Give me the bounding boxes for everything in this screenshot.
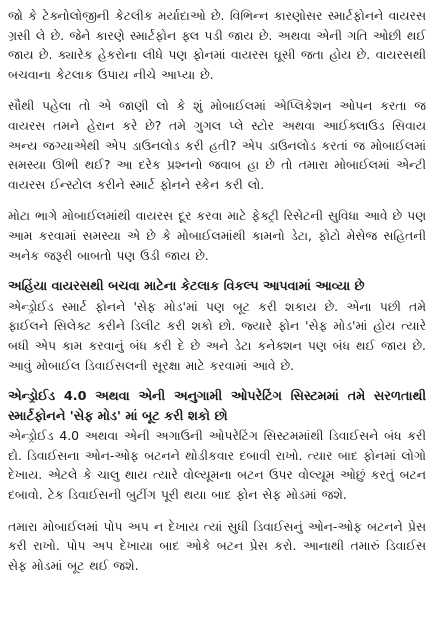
app-download-paragraph: સૌથી પહેલા તો એ જાણી લો કે શું મોબાઈલમાં એપ્લિકેશન ઓપન કરતા જ વાયરસ તમને હેરાન કરે છે? તમે ગુગલ પ્લે સ્ટોર અથવા આઈક્લાઉડ સિવાય અન્ય જગ્યાએથી એપ ડાઉનલોડ કરી હતી? એપ ડાઉનલોડ કરતાં જ મોબાઈલમાં સમસ્યા ઊભી થઈ? આ દરેક પ્રશ્નનો જવાબ હા છે તો તમારા મોબાઈલમાં એન્ટી વાયરસ ઈન્સ્ટોલ કરીને સ્માર્ટ ફોનને સ્કેન કરી લો.: [8, 98, 426, 192]
intro-paragraph: જો કે ટેક્નોલોજીની કેટલીક મર્યાદાઓ છે. વિભિન્ન કારણોસર સ્માર્ટફોનને વાયરસ ગ્રસી લે છે. જેને કારણે સ્માર્ટફોન ફ્લ પડી જાય છે. અથવા એની ગતિ ઓછી થઈ જાય છે. ક્યારેક હેકરોના લીધે પણ ફોનમાં વાયરસ ઘૂસી જતા હોય છે. વાયરસથી બચવાના કેટલાક ઉપાય નીચે આપ્યા છે.: [8, 8, 426, 82]
factory-reset-paragraph: મોટા ભાગે મોબાઈલમાંથી વાયરસ દૂર કરવા માટે ફેક્ટ્રી રિસેટની સુવિધા આવે છે પણ આમ કરવામાં સમસ્યા એ છે કે મોબાઈલમાંથી કામનો ડેટા, ફોટો મેસેજ સહિતની અનેક જરૂરી બાબતો પણ ઉડી જાય છે.: [8, 208, 426, 263]
popup-steps-paragraph: તમારા મોબાઈલમાં પોપ અપ ન દેખાય ત્યાં સુધી ડિવાઈસનું ઓન-ઓફ બટનને પ્રેસ કરી રાખો. પોપ અપ દેખાયા બાદ ઓકે બટન પ્રેસ કરો. આનાથી તમારું ડિવાઈસ સેફ મોડમાં બૂટ થઈ જશે.: [8, 518, 426, 573]
options-heading: અહિંયા વાયરસથી બચવા માટેના કેટલાક વિકલ્પ આપવામાં આવ્યા છે: [8, 279, 365, 295]
safe-mode-paragraph: એન્ડ્રોઈડ સ્માર્ટ ફોનને 'સેફ મોડ'માં પણ બૂટ કરી શકાય છે. એના પછી તમે ફાઈલને સિલેક્ટ કરીને ડિલીટ કરી શકો છો. જ્યારે ફોન 'સેફ મોડ'માં હોય ત્યારે બધી એપ કામ કરવાનું બંધ કરી દે છે અને ડેટા કનેક્શન પણ બંધ થઈ જાય છે. આવું મોબાઈલ ડિવાઈસલની સૂરક્ષા માટે કરવામાં આવે છે.: [8, 298, 426, 373]
boot-steps-paragraph: એન્ડ્રોઈડ 4.0 અથવા એની અગાઉની ઓપરેટિંગ સિસ્ટમમાંથી ડિવાઈસને બંધ કરી દો. ડિવાઈસના ઓન-ઓફ બટનને થોડીકવાર દબાવી રાખો. ત્યાર બાદ ફોનમાં લોગો દેખાય. એટલે કે ચાલુ થાય ત્યારે વોલ્યૂમના બટન ઉપર વોલ્યૂમ ઓછું કરતું બટન દબાવો. ટેક ડિવાઈસની બુટીંગ પૂરી થયા બાદ ફોન સેફ મોડમાં જશે.: [8, 428, 426, 503]
android-safe-mode-heading: એન્ડ્રોઈડ 4.0 અથવા એની અનુગામી ઓપરેટિંગ સિસ્ટમમાં તમે સરળતાથી સ્માર્ટફોનને 'સેફ મોડ' માં બૂટ કરી શકો છો: [8, 389, 426, 424]
